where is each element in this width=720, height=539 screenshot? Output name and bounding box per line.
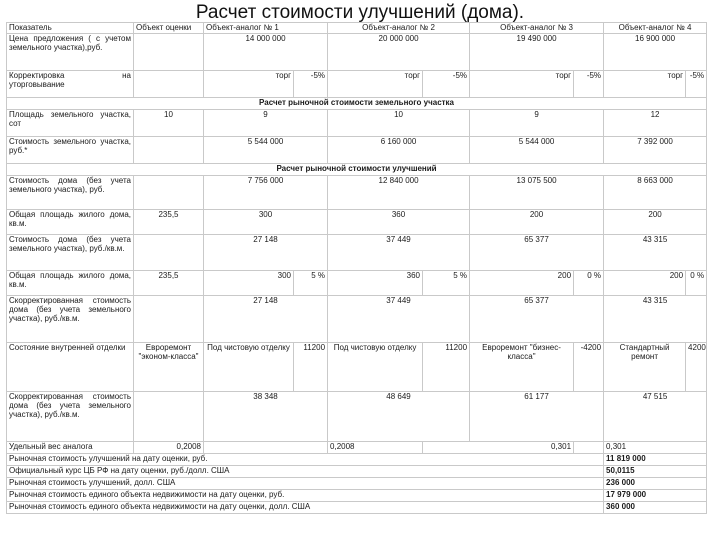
cell-value: Евроремонт "бизнес-класса" bbox=[470, 343, 574, 392]
cell-value: 200 bbox=[470, 210, 604, 235]
cell-value: 8 663 000 bbox=[604, 176, 707, 210]
summary-label: Рыночная стоимость улучшений на дату оценки, руб. bbox=[7, 454, 604, 466]
row-label: Площадь земельного участка, сот bbox=[7, 110, 134, 137]
cell-value: 5 544 000 bbox=[470, 137, 604, 164]
header-analog-2: Объект-аналог № 2 bbox=[328, 23, 470, 34]
cell-value: Под чистовую отделку bbox=[328, 343, 423, 392]
row-label: Стоимость дома (без учета земельного участка), руб. bbox=[7, 176, 134, 210]
cell-value: Стандартный ремонт bbox=[604, 343, 686, 392]
row-label: Общая площадь жилого дома, кв.м. bbox=[7, 271, 134, 296]
cell-value: 200 bbox=[604, 271, 686, 296]
summary-row bbox=[7, 490, 707, 502]
cell-value: 65 377 bbox=[470, 235, 604, 271]
section-row bbox=[7, 164, 707, 176]
table-row bbox=[7, 296, 707, 343]
cell-value: 5 544 000 bbox=[204, 137, 328, 164]
row-label: Цена предложения ( с учетом земельного участка),руб. bbox=[7, 34, 134, 71]
cell-value: Под чистовую отделку bbox=[204, 343, 294, 392]
table-row bbox=[7, 442, 707, 454]
cell-value: 11200 bbox=[294, 343, 328, 392]
summary-value: 11 819 000 bbox=[604, 454, 707, 466]
row-label: Удельный вес аналога bbox=[7, 442, 134, 454]
section-row bbox=[7, 98, 707, 110]
table-row bbox=[7, 235, 707, 271]
cell-value: торг bbox=[604, 71, 686, 98]
summary-label: Официальный курс ЦБ РФ на дату оценки, руб./долл. США bbox=[7, 466, 604, 478]
header-object: Объект оценки bbox=[134, 23, 204, 34]
summary-row bbox=[7, 478, 707, 490]
cell-value: 5 % bbox=[294, 271, 328, 296]
summary-row bbox=[7, 454, 707, 466]
cell-value: 0,301 bbox=[604, 442, 707, 454]
cell-value: торг bbox=[204, 71, 294, 98]
cell-value: 0,2008 bbox=[134, 442, 204, 454]
cell-value: 13 075 500 bbox=[470, 176, 604, 210]
cell-value: Евроремонт "эконом-класса" bbox=[134, 343, 204, 392]
cell-value: 360 bbox=[328, 210, 470, 235]
cell-value: 48 649 bbox=[328, 392, 470, 442]
summary-label: Рыночная стоимость единого объекта недвижимости на дату оценки, долл. США bbox=[7, 502, 604, 514]
cell-value: 0 % bbox=[686, 271, 707, 296]
cell-value: 7 392 000 bbox=[604, 137, 707, 164]
cell-value: -5% bbox=[574, 71, 604, 98]
cell-value: торг bbox=[470, 71, 574, 98]
cell-value: 43 315 bbox=[604, 296, 707, 343]
header-analog-1: Объект-аналог № 1 bbox=[204, 23, 328, 34]
row-label: Скорректированная стоимость дома (без учета земельного участка), руб./кв.м. bbox=[7, 296, 134, 343]
summary-label: Рыночная стоимость единого объекта недвижимости на дату оценки, руб. bbox=[7, 490, 604, 502]
table-row bbox=[7, 176, 707, 210]
cell-value: -5% bbox=[294, 71, 328, 98]
cell-value: 11200 bbox=[423, 343, 470, 392]
table-row bbox=[7, 71, 707, 98]
cell-value: 19 490 000 bbox=[470, 34, 604, 71]
table-row bbox=[7, 271, 707, 296]
cell-value: 43 315 bbox=[604, 235, 707, 271]
summary-row bbox=[7, 466, 707, 478]
cell-value: 5 % bbox=[423, 271, 470, 296]
cell-value: -4200 bbox=[574, 343, 604, 392]
summary-value: 50,0115 bbox=[604, 466, 707, 478]
cell-value: 65 377 bbox=[470, 296, 604, 343]
row-label: Общая площадь жилого дома, кв.м. bbox=[7, 210, 134, 235]
valuation-table bbox=[6, 22, 707, 514]
table-row bbox=[7, 210, 707, 235]
cell-value: 14 000 000 bbox=[204, 34, 328, 71]
section-heading: Расчет рыночной стоимости улучшений bbox=[7, 164, 707, 176]
row-label: Корректировка на уторговывание bbox=[7, 71, 134, 98]
header-row bbox=[7, 23, 707, 34]
summary-label: Рыночная стоимость улучшений, долл. США bbox=[7, 478, 604, 490]
table-row bbox=[7, 137, 707, 164]
summary-value: 236 000 bbox=[604, 478, 707, 490]
cell-value: 20 000 000 bbox=[328, 34, 470, 71]
cell-value: 300 bbox=[204, 271, 294, 296]
cell-value: 0,301 bbox=[423, 442, 574, 454]
cell-value: 61 177 bbox=[470, 392, 604, 442]
cell-value: 16 900 000 bbox=[604, 34, 707, 71]
summary-value: 17 979 000 bbox=[604, 490, 707, 502]
header-analog-3: Объект-аналог № 3 bbox=[470, 23, 604, 34]
cell-value: 12 bbox=[604, 110, 707, 137]
cell-value: 235,5 bbox=[134, 271, 204, 296]
summary-value: 360 000 bbox=[604, 502, 707, 514]
cell-value: 37 449 bbox=[328, 235, 470, 271]
summary-row bbox=[7, 502, 707, 514]
table-row bbox=[7, 110, 707, 137]
cell-value: 27 148 bbox=[204, 296, 328, 343]
cell-value: 7 756 000 bbox=[204, 176, 328, 210]
cell-value: 9 bbox=[204, 110, 328, 137]
cell-value: 300 bbox=[204, 210, 328, 235]
cell-value: 0,2008 bbox=[328, 442, 423, 454]
header-analog-4: Объект-аналог № 4 bbox=[604, 23, 707, 34]
header-indicator: Показатель bbox=[7, 23, 134, 34]
cell-value: 27 148 bbox=[204, 235, 328, 271]
cell-value: 4200 bbox=[686, 343, 707, 392]
cell-value: 38 348 bbox=[204, 392, 328, 442]
cell-value: 47 515 bbox=[604, 392, 707, 442]
cell-value: 235,5 bbox=[134, 210, 204, 235]
cell-value: 10 bbox=[134, 110, 204, 137]
cell-value: 200 bbox=[604, 210, 707, 235]
cell-value: 6 160 000 bbox=[328, 137, 470, 164]
page-title: Расчет стоимости улучшений (дома). bbox=[195, 2, 525, 23]
row-label: Стоимость дома (без учета земельного участка), руб./кв.м. bbox=[7, 235, 134, 271]
table-row bbox=[7, 392, 707, 442]
row-label: Стоимость земельного участка, руб.* bbox=[7, 137, 134, 164]
table-row bbox=[7, 343, 707, 392]
cell-value: 9 bbox=[470, 110, 604, 137]
cell-value: торг bbox=[328, 71, 423, 98]
cell-value: 12 840 000 bbox=[328, 176, 470, 210]
row-label: Состояние внутренней отделки bbox=[7, 343, 134, 392]
cell-value: -5% bbox=[423, 71, 470, 98]
cell-value: 360 bbox=[328, 271, 423, 296]
section-heading: Расчет рыночной стоимости земельного участка bbox=[7, 98, 707, 110]
cell-value: 0 % bbox=[574, 271, 604, 296]
cell-value: 10 bbox=[328, 110, 470, 137]
cell-value: -5% bbox=[686, 71, 707, 98]
cell-value: 200 bbox=[470, 271, 574, 296]
table-row bbox=[7, 34, 707, 71]
row-label: Скорректированная стоимость дома (без учета земельного участка), руб./кв.м. bbox=[7, 392, 134, 442]
cell-value: 37 449 bbox=[328, 296, 470, 343]
